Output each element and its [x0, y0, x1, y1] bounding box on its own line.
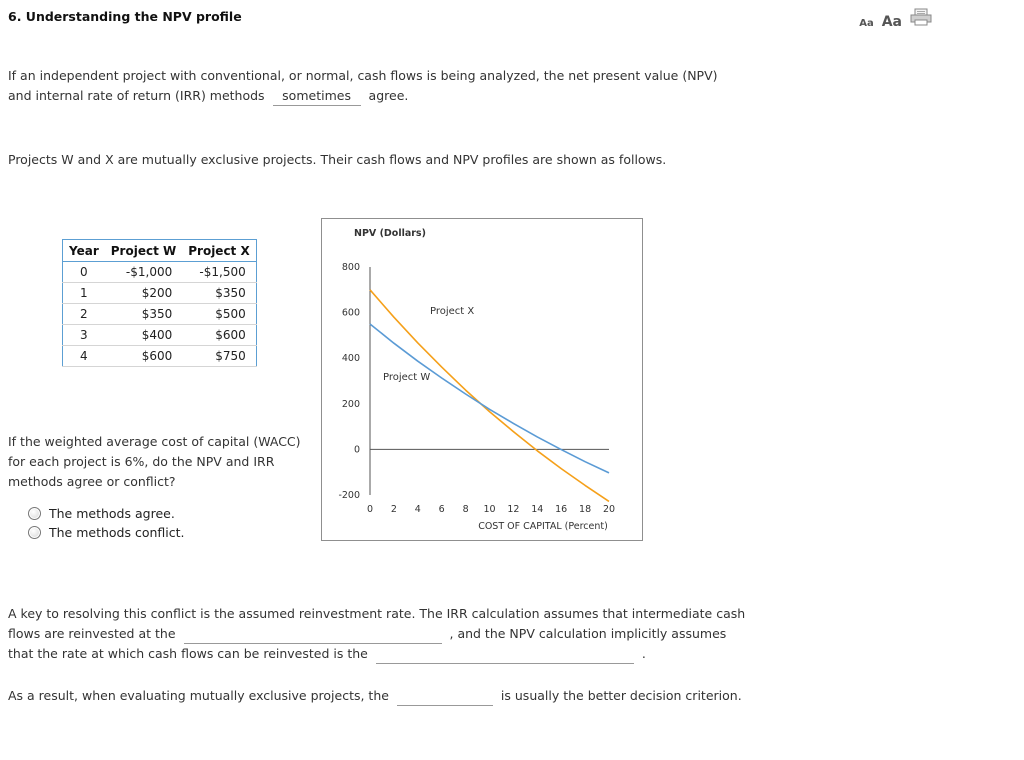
reinvest-line3-after: .: [641, 646, 646, 661]
reinvest-line1: A key to resolving this conflict is the assumed reinvestment rate. The IRR calculation assumes that intermediate cash: [8, 606, 746, 621]
x-tick-label: 8: [462, 504, 469, 515]
x-tick-label: 18: [579, 504, 592, 515]
wacc-question: [8, 432, 301, 492]
x-tick-label: 12: [507, 504, 520, 515]
annotation-project-x: Project X: [430, 306, 475, 317]
table-row: [63, 262, 257, 283]
x-tick-label: 6: [438, 504, 445, 515]
table-cell-project-w: $400: [105, 325, 182, 346]
agree-dropdown[interactable]: sometimes: [273, 87, 361, 106]
table-cell-project-x: $750: [182, 346, 256, 367]
table-header-year: Year: [63, 240, 105, 262]
option-methods-conflict[interactable]: [28, 525, 185, 540]
intro-line2: [8, 86, 718, 106]
wacc-question-line3: methods agree or conflict?: [8, 474, 176, 489]
decision-criterion-dropdown[interactable]: [397, 705, 493, 706]
result-after: is usually the better decision criterion.: [500, 688, 742, 703]
font-size-large-button[interactable]: Aa: [881, 14, 902, 30]
table-cell-project-w: $600: [105, 346, 182, 367]
table-header-row: [63, 240, 257, 262]
radio-button[interactable]: [28, 507, 41, 520]
reinvest-line3-before: that the rate at which cash flows can be reinvested is the: [8, 646, 368, 661]
table-cell-year: 3: [63, 325, 105, 346]
x-tick-label: 20: [602, 504, 616, 515]
projects-text: Projects W and X are mutually exclusive projects. Their cash flows and NPV profiles are shown as follows.: [8, 152, 667, 167]
series-line-project-x: [370, 290, 609, 502]
table-cell-year: 0: [63, 262, 105, 283]
table-cell-year: 2: [63, 304, 105, 325]
wacc-question-line2: for each project is 6%, do the NPV and IRR: [8, 454, 275, 469]
option-label: The methods conflict.: [49, 525, 185, 540]
series-line-project-w: [370, 324, 609, 473]
reinvest-line2-before: flows are reinvested at the: [8, 626, 176, 641]
x-tick-label: 2: [390, 504, 397, 515]
y-tick-label: 800: [341, 262, 360, 273]
table-cell-project-w: -$1,000: [105, 262, 182, 283]
table-row: [63, 304, 257, 325]
npv-chart-svg: [322, 219, 642, 540]
table-cell-project-x: -$1,500: [182, 262, 256, 283]
font-tools: [859, 8, 932, 30]
x-tick-label: 0: [366, 504, 374, 515]
chart-title: NPV (Dollars): [354, 228, 426, 239]
intro-line2-before: and internal rate of return (IRR) methods: [8, 88, 265, 103]
radio-button[interactable]: [28, 526, 41, 539]
intro-paragraph: [8, 66, 718, 106]
y-tick-label: 200: [341, 398, 360, 410]
table-cell-project-x: $500: [182, 304, 256, 325]
table-cell-project-w: $350: [105, 304, 182, 325]
page-title: 6. Understanding the NPV profile: [8, 9, 242, 24]
table-row: [63, 325, 257, 346]
option-methods-agree[interactable]: [28, 506, 175, 521]
reinvest-line2: [8, 624, 745, 644]
table-row: [63, 346, 257, 367]
x-axis-label: COST OF CAPITAL (Percent): [478, 521, 608, 532]
table-cell-project-x: $600: [182, 325, 256, 346]
table-header-project-w: Project W: [105, 240, 182, 262]
table-cell-project-w: $200: [105, 283, 182, 304]
wacc-question-line1: If the weighted average cost of capital (WACC): [8, 434, 301, 449]
table-row: [63, 283, 257, 304]
y-tick-label: 600: [341, 307, 360, 319]
option-label: The methods agree.: [49, 506, 175, 521]
x-tick-label: 10: [483, 504, 496, 515]
result-sentence: [8, 686, 742, 706]
x-tick-label: 14: [531, 504, 544, 515]
reinvest-line2-after: , and the NPV calculation implicitly assumes: [449, 626, 727, 641]
printer-icon[interactable]: [910, 8, 932, 29]
table-cell-year: 1: [63, 283, 105, 304]
annotation-project-w: Project W: [383, 372, 431, 383]
reinvest-line3: [8, 644, 745, 664]
result-before: As a result, when evaluating mutually exclusive projects, the: [8, 688, 389, 703]
y-tick-label: -200: [338, 490, 360, 501]
npv-reinvest-rate-dropdown[interactable]: [376, 663, 634, 664]
intro-line1: If an independent project with conventional, or normal, cash flows is being analyzed, the net present value (NPV): [8, 68, 718, 83]
cashflow-table: [62, 239, 257, 367]
reinvestment-paragraph: [8, 604, 745, 664]
x-tick-label: 16: [555, 504, 568, 515]
font-size-small-button[interactable]: Aa: [859, 18, 874, 29]
table-cell-project-x: $350: [182, 283, 256, 304]
table-cell-year: 4: [63, 346, 105, 367]
table-header-project-x: Project X: [182, 240, 256, 262]
intro-line2-after: agree.: [368, 88, 409, 103]
y-tick-label: 0: [353, 444, 360, 456]
y-tick-label: 400: [341, 353, 360, 365]
npv-profile-chart: [321, 218, 643, 541]
x-tick-label: 4: [414, 504, 421, 515]
